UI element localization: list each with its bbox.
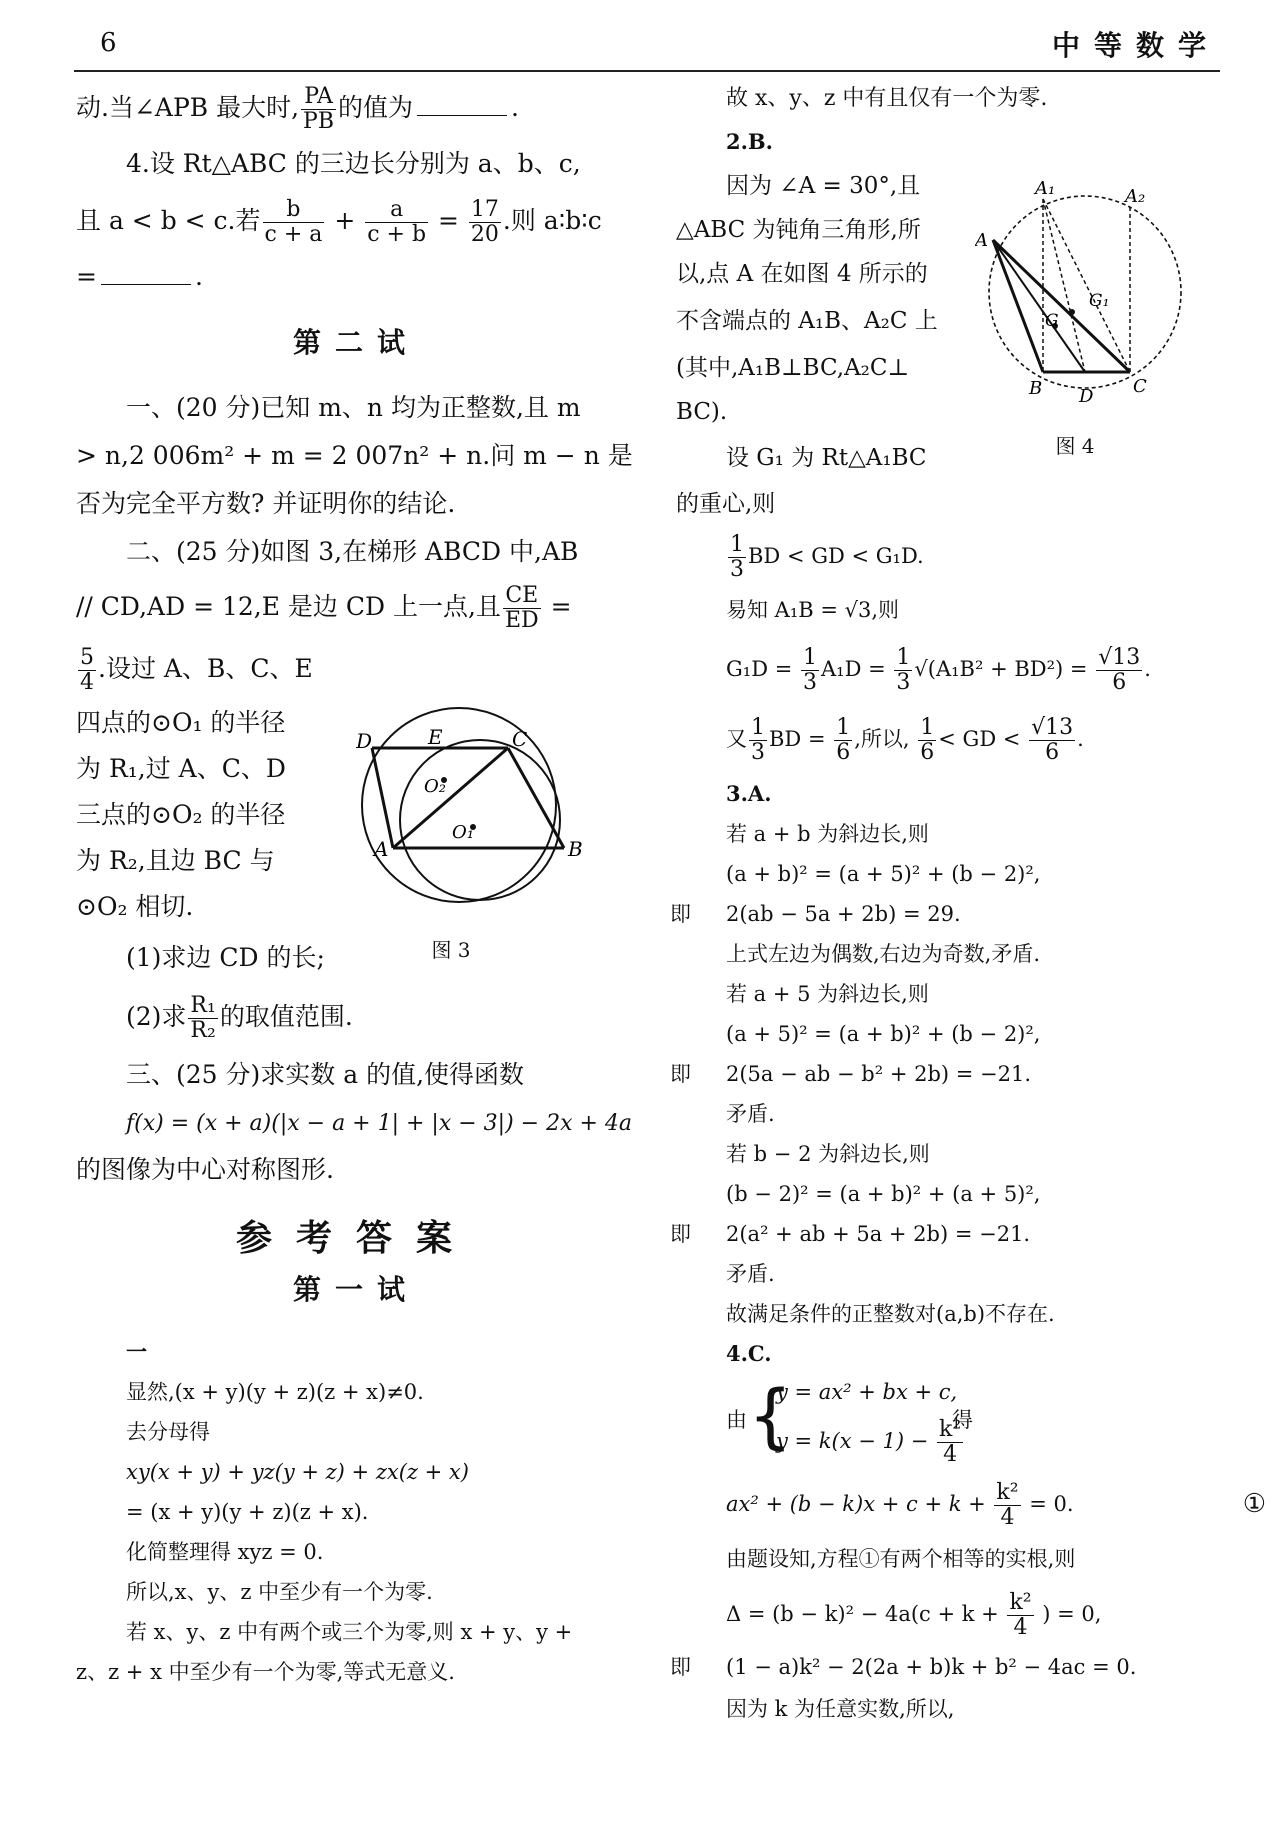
text: ax² + (b − k)x + c + k + [726,1492,986,1516]
problem-3-function: f(x) = (x + a)(|x − a + 1| + |x − 3|) − 2x + 4a [126,1111,633,1136]
answer-4-line5 [670,1646,1236,1688]
segment-da [372,748,393,848]
text: .设过 A、B、C、E [98,654,313,683]
label-a: A [374,837,389,861]
text: ) = 0, [1042,1602,1102,1626]
fraction: $\frac{1}{6}$ [836,715,851,765]
answer-2-line8: 的重心,则 [676,491,776,517]
fraction: $\frac{CE}{ED}$ [504,583,539,633]
problem-4-line1: 4.设 Rt△ABC 的三边长分别为 a、b、c, [126,149,581,178]
answer-4-discriminant [676,1582,1236,1646]
answer-3-line2: (a + b)² = (a + 5)² + (b − 2)², [726,862,1041,886]
figure-3 [356,700,606,960]
fraction: $\frac{\text{k²}}{4}$ [1009,1590,1032,1640]
answer-1-line8: z、z + x 中至少有一个为零,等式无意义. [76,1660,455,1684]
fraction: $\frac{1}{3}$ [803,645,817,695]
answer-blank [417,115,507,116]
fraction: $\frac{PA}{PB}$ [303,84,335,134]
text: G₁D = [726,657,793,681]
answer-1-conclusion: 故 x、y、z 中有且仅有一个为零. [726,86,1048,111]
section-heading-first-test: 第一试 [292,1273,419,1306]
text: (1 − a)k² − 2(2a + b)k + b² − 4ac = 0. [726,1655,1137,1679]
answer-2-g1d: G₁D = $\frac{1}{3}$ A₁D = $\frac{1}{3}$ √(A₁B² + BD²) = $\frac{√13}{6}$ . [726,645,1151,695]
text: Δ = (b − k)² − 4a(c + k + [726,1602,999,1626]
text: .则 a∶b∶c [502,206,602,235]
answer-2-line3: 以,点 A 在如图 4 所示的 [676,261,928,287]
problem-3-line1: 三、(25 分)求实数 a 的值,使得函数 [126,1060,525,1089]
word-ji: 即 [670,1222,691,1246]
answer-2-line4: 不含端点的 A₁B、A₂C 上 [676,308,938,334]
text: √(A₁B² + BD²) = [914,657,1088,681]
answer-blank [101,284,191,285]
problem-2-line6: 三点的⊙O₂ 的半径 [76,800,286,829]
fraction: $\frac{17}{20}$ [470,197,499,247]
problem-2-q2 [76,986,636,1048]
answer-3-line9: 若 b − 2 为斜边长,则 [726,1142,930,1166]
problem-2-q1: (1)求边 CD 的长; [126,943,325,972]
problem-4-line3: = . [76,262,203,291]
fraction: $\frac{b}{c + a}$ [264,197,323,247]
text: 动.当∠APB 最大时, [76,93,300,122]
label-e: E [428,725,443,749]
text: 2(ab − 5a + 2b) = 29. [726,902,961,926]
label-d: D [356,729,373,753]
answer-4-line6: 因为 k 为任意实数,所以, [726,1697,955,1721]
text: 2(5a − ab − b² + 2b) = −21. [726,1062,1032,1086]
equation-tag: ① [1242,1489,1266,1519]
text: BD = [769,727,826,751]
fraction: $\frac{√13}{6}$ [1031,715,1074,765]
text: A₁D = [821,657,886,681]
answer-1-line2: 去分母得 [126,1420,210,1444]
text: 得 [952,1408,973,1432]
text: = [76,262,97,291]
answer-1-line3: xy(x + y) + yz(y + z) + zx(z + x) [126,1460,469,1484]
text: = [438,206,459,235]
answer-4-equation-1 [676,1472,1266,1536]
answer-3-line5: 若 a + 5 为斜边长,则 [726,982,929,1006]
right-column [670,78,1266,1730]
problem-2-line4: 四点的⊙O₁ 的半径 [76,708,286,737]
section-heading-second-test: 第二试 [292,326,419,359]
fraction: $\frac{5}{4}$ [80,645,94,695]
text: 又 [726,727,747,751]
figure-4-caption: 图 4 [1055,434,1095,458]
fraction: $\frac{1}{3}$ [751,715,765,765]
fraction: $\frac{a}{c + b}$ [367,197,427,247]
fraction: $\frac{1}{6}$ [920,715,935,765]
answer-2-label: 2.B. [726,129,773,154]
label-c: C [512,727,528,751]
brace: { [748,1375,793,1457]
answer-3-line7 [670,1054,1236,1094]
text: ,所以, [854,727,910,751]
answer-3-line4: 上式左边为偶数,右边为奇数,矛盾. [726,942,1041,966]
figure-3-diagram [356,700,606,930]
answer-1-line4: = (x + y)(y + z)(z + x). [126,1500,369,1524]
label-b: B [1029,378,1043,399]
word-ji: 即 [670,1062,691,1086]
answer-3-line12: 矛盾. [726,1262,775,1286]
answer-1-line1: 显然,(x + y)(y + z)(z + x)≠0. [126,1380,424,1404]
text: 且 a < b < c.若 [76,206,261,235]
fraction: $\frac{1}{3}$ [896,645,911,695]
problem-3-tail: 动.当∠APB 最大时, $\frac{PA}{PB}$ 的值为 . [76,84,519,134]
answer-1-line7: 若 x、y、z 中有两个或三个为零,则 x + y、y + [126,1620,573,1644]
answers-heading: 参考答案 [235,1217,476,1259]
label-a: A [975,230,988,251]
text: y = k(x − 1) − $\frac{\text{k²}}{4}$ [776,1417,962,1467]
problem-1-line2: > n,2 006m² + m = 2 007n² + n.问 m − n 是 [76,441,633,470]
fraction: $\frac{\text{k²}}{4}$ [996,1480,1019,1530]
label-g1: G₁ [1089,291,1110,311]
answer-3-line11 [670,1214,1236,1254]
label-a2: A₂ [1125,186,1146,207]
page-number: 6 [100,28,117,58]
text: 由 [726,1408,747,1432]
text: < GD < [938,727,1021,751]
fraction: $\frac{1}{3}$ [730,532,744,582]
problem-3-line3: 的图像为中心对称图形. [76,1155,334,1184]
label-o1: O₁ [452,822,474,843]
problem-2-line8: ⊙O₂ 相切. [76,892,194,921]
answer-3-line13: 故满足条件的正整数对(a,b)不存在. [726,1302,1055,1326]
figure-3-caption: 图 3 [431,938,471,962]
answer-3-line3 [670,894,1236,934]
text: = [550,592,572,621]
problem-4-line2 [76,190,636,252]
problem-2-line7: 为 R₂,且边 BC 与 [76,846,275,875]
answer-2-line7: 设 G₁ 为 Rt△A₁BC [726,445,927,471]
text: BD < GD < G₁D. [748,544,924,568]
answer-4-label: 4.C. [726,1341,772,1366]
answer-2-line1: 因为 ∠A = 30°,且 [726,173,921,199]
answer-1-line5: 化简整理得 xyz = 0. [126,1540,324,1564]
word-ji: 即 [670,902,691,926]
problem-1-line3: 否为完全平方数? 并证明你的结论. [76,489,456,518]
answer-4-line3: 由题设知,方程①有两个相等的实根,则 [726,1547,1076,1571]
word-ji: 即 [670,1655,691,1679]
text: 2(a² + ab + 5a + 2b) = −21. [726,1222,1031,1246]
label-b: B [568,837,583,861]
answer-3-label: 3.A. [726,781,772,806]
answer-2-inequality [676,526,1236,586]
text: + [334,206,356,235]
label-d: D [1079,386,1094,407]
problem-2-line2 [76,576,636,638]
text: y = ax² + bx + c, [776,1380,958,1404]
answer-2-line2: △ABC 为钝角三角形,所 [676,217,921,243]
problem-1-line1: 一、(20 分)已知 m、n 均为正整数,且 m [126,393,581,422]
answer-2-line10: 易知 A₁B = √3,则 [726,598,900,622]
answer-1-line6: 所以,x、y、z 中至少有一个为零. [126,1580,433,1604]
text: (2)求 [126,1002,187,1031]
answer-1-label: 一 [126,1339,147,1364]
problem-2-line3 [76,638,636,700]
problem-2-line5: 为 R₁,过 A、C、D [76,754,286,783]
answer-3-line8: 矛盾. [726,1102,775,1126]
answer-2-conclusion: 又 $\frac{1}{3}$ BD = $\frac{1}{6}$ ,所以, $\frac{1}{6}$ < GD < $\frac{√13}{6}$ . [726,715,1084,765]
label-c: C [1133,376,1147,397]
segment-ac [393,748,508,848]
text: // CD,AD = 12,E 是边 CD 上一点,且 [76,592,501,621]
answer-2-line6: BC). [676,399,728,425]
fraction: $\frac{√13}{6}$ [1098,645,1141,695]
answer-4-system [676,1374,1236,1466]
answer-2-line5: (其中,A₁B⊥BC,A₂C⊥ [676,355,910,381]
journal-title: 中等数学 [1051,29,1220,62]
text: = 0. [1029,1492,1074,1516]
answer-3-line6: (a + 5)² = (a + b)² + (b − 2)², [726,1022,1041,1046]
label-g: G [1045,311,1059,331]
header-rule [74,70,1220,72]
answer-3-line1: 若 a + b 为斜边长,则 [726,822,929,846]
text: 的取值范围. [219,1002,353,1031]
label-a1: A₁ [1035,180,1056,199]
text: 的值为 [338,93,414,122]
label-o2: O₂ [424,776,446,797]
problem-2-line1: 二、(25 分)如图 3,在梯形 ABCD 中,AB [126,537,579,566]
answer-3-line10: (b − 2)² = (a + b)² + (a + 5)², [726,1182,1041,1206]
fraction: $\frac{\text{R₁}}{\text{R₂}}$ [190,993,216,1043]
